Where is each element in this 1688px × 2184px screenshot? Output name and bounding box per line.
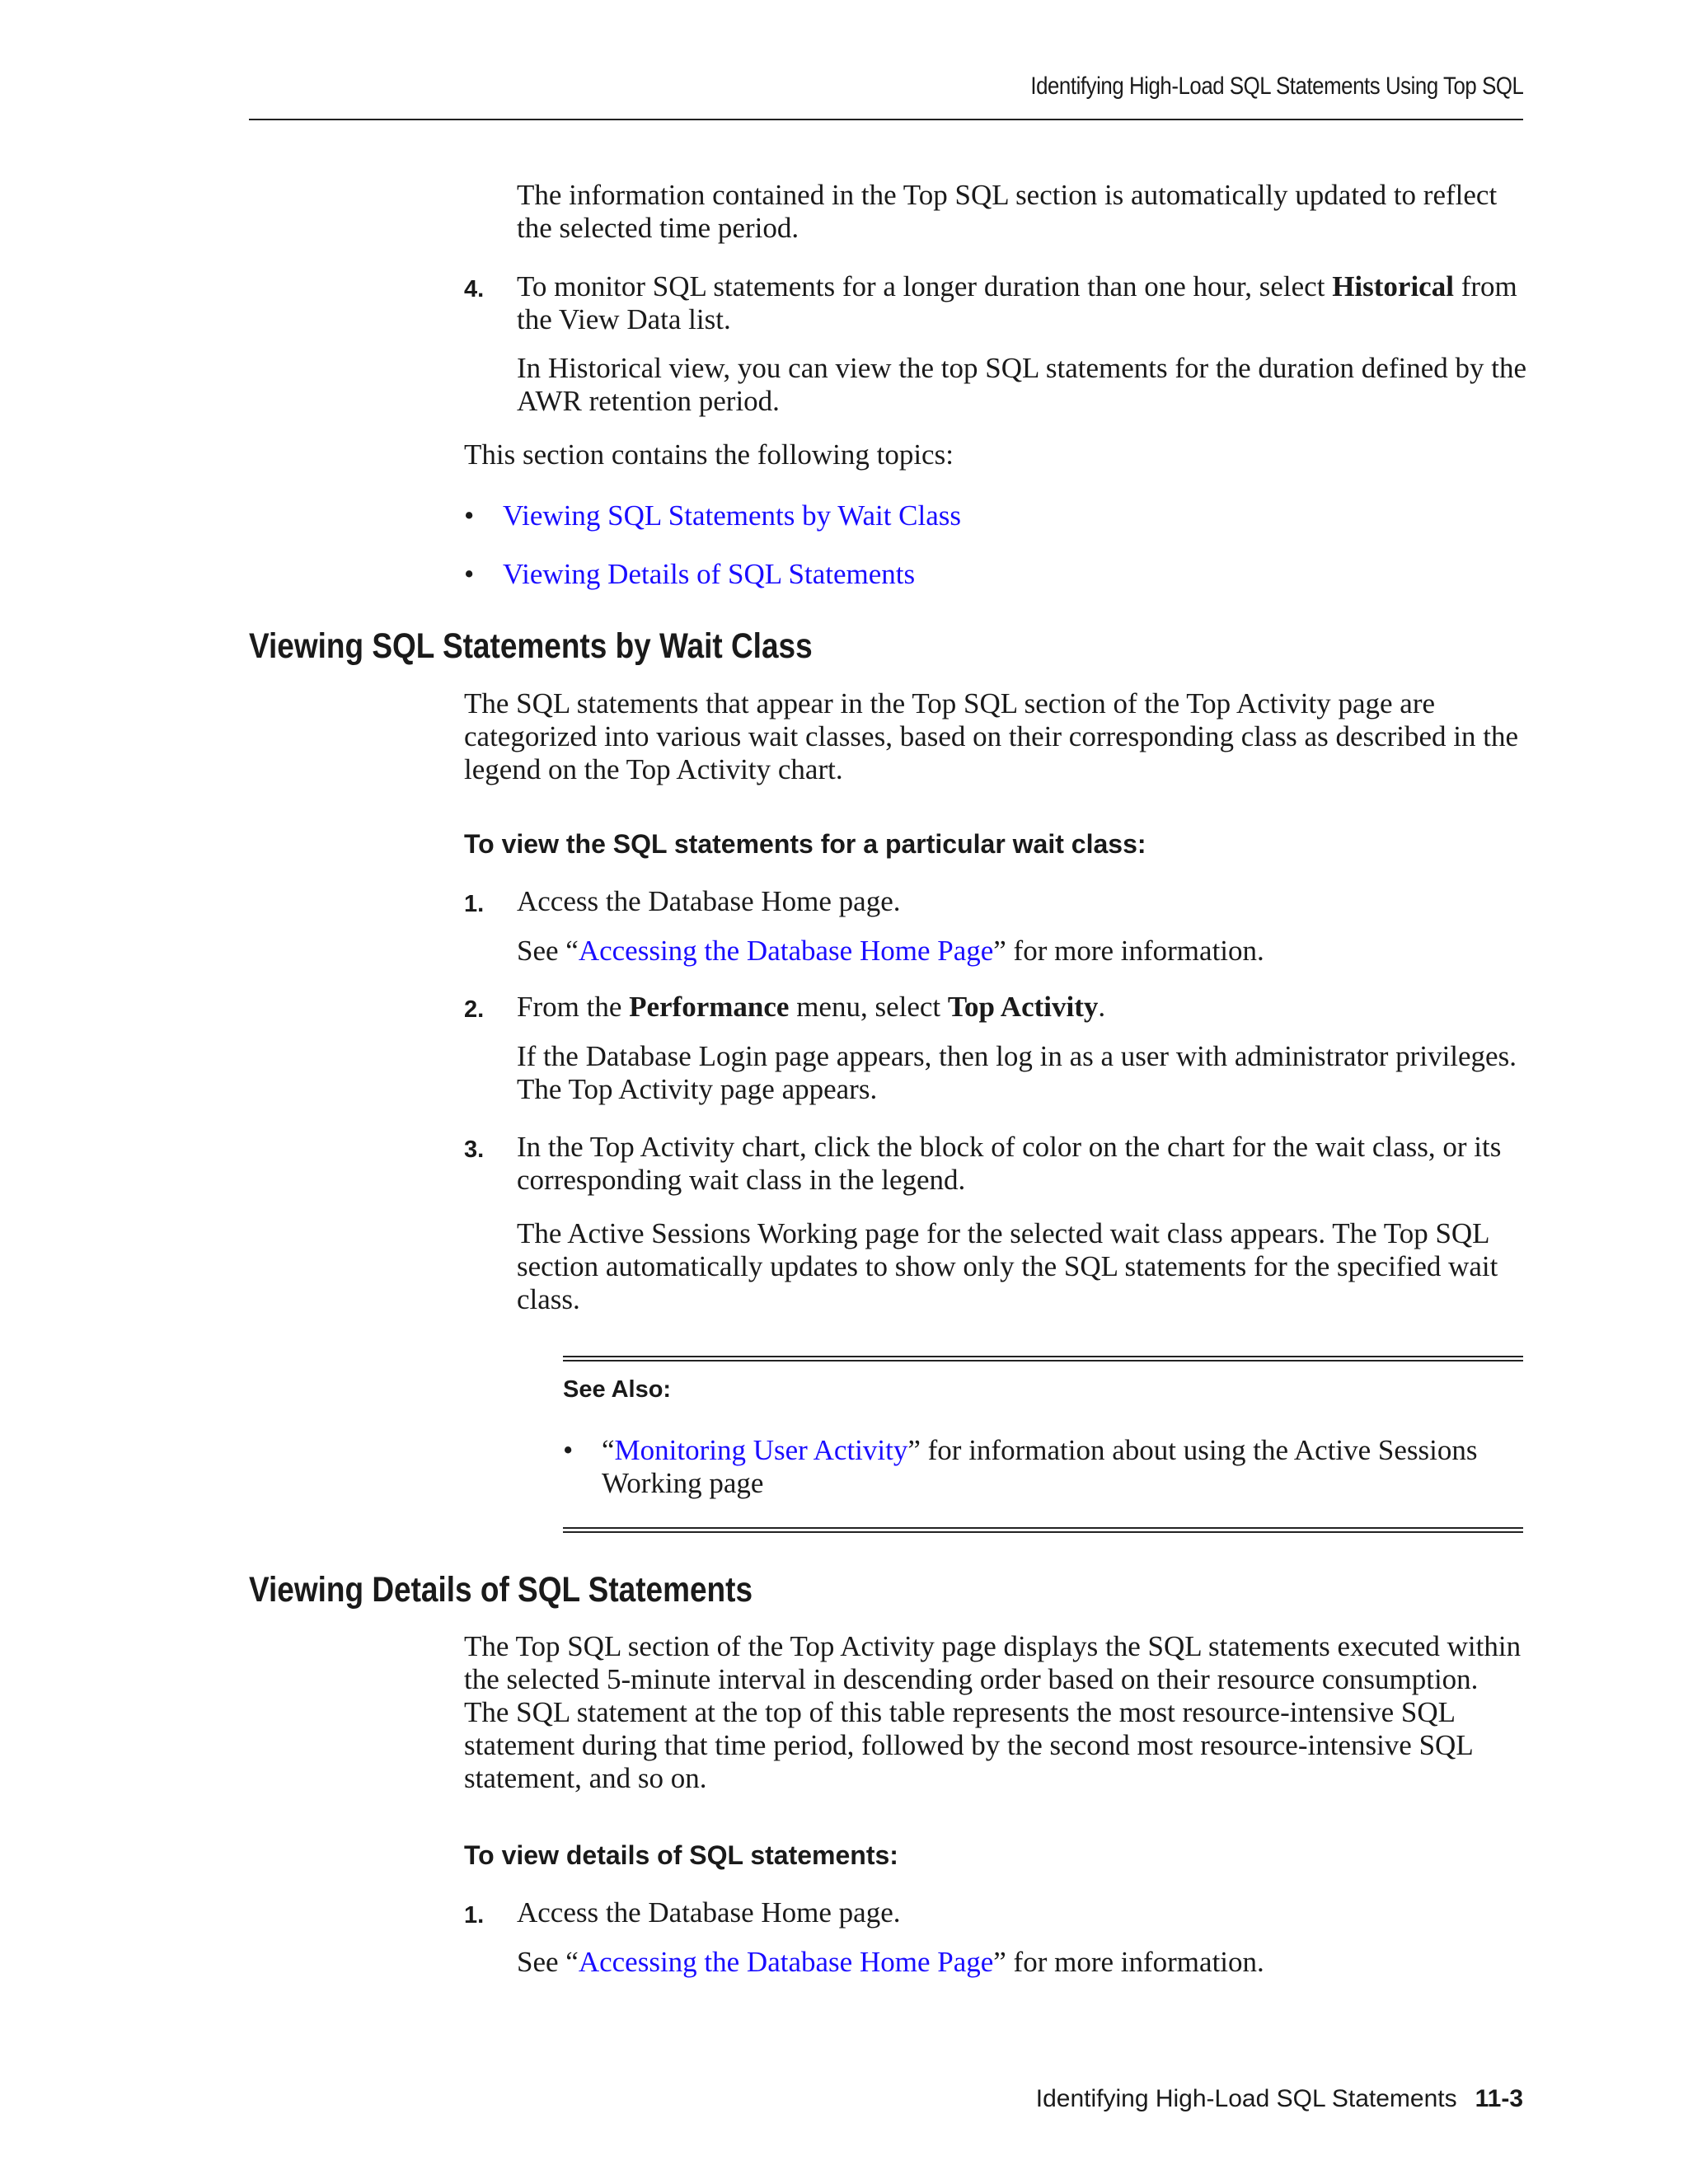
procedure-title: To view details of SQL statements: — [464, 1840, 898, 1870]
topic-link-wait-class[interactable]: Viewing SQL Statements by Wait Class — [503, 499, 962, 532]
see-prefix: See “ — [517, 1946, 579, 1978]
step-2-text-middle: menu, select — [789, 991, 948, 1023]
see-prefix: See “ — [517, 935, 579, 967]
menu-name-performance: Performance — [629, 991, 790, 1023]
running-footer — [1036, 2085, 1523, 2113]
step-2-text-end: . — [1098, 991, 1106, 1023]
step-4-text-start: To monitor SQL statements for a longer duration than one hour, select — [517, 270, 1333, 302]
section2-paragraph: The Top SQL section of the Top Activity page displays the SQL statements executed within the selected 5-minute interval in descending order based on their resource consumption. The SQL statement at the top of this table represents the most resource-intensive SQL statement during that time period, followed by the second most resource-intensive SQL statement, and so on. — [464, 1630, 1522, 1794]
topic-link-details[interactable]: Viewing Details of SQL Statements — [503, 558, 916, 590]
step-number: 3. — [464, 1137, 485, 1163]
s1-step-3-note: The Active Sessions Working page for the selected wait class appears. The Top SQL section automatically updates to show only the SQL statements for the specified wait class. — [517, 1217, 1498, 1315]
s1-step-3-text: In the Top Activity chart, click the block of color on the chart for the wait class, or its corresponding wait class in the legend. — [517, 1131, 1502, 1196]
step-number: 1. — [464, 891, 485, 917]
footer-title: Identifying High-Load SQL Statements — [1035, 2085, 1457, 2112]
section-heading-wait-class: Viewing SQL Statements by Wait Class — [249, 626, 813, 666]
see-also-item — [602, 1434, 1508, 1500]
s2-step-1-see — [517, 1946, 1526, 1979]
menu-item-top-activity: Top Activity — [947, 991, 1099, 1023]
see-suffix: ” for more information. — [993, 935, 1264, 967]
link-accessing-database-home-page[interactable]: Accessing the Database Home Page — [578, 935, 994, 967]
bullet-icon: • — [464, 499, 475, 532]
step-number: 2. — [464, 996, 485, 1023]
s1-step-1-text: Access the Database Home page. — [517, 885, 901, 917]
running-header-title: Identifying High-Load SQL Statements Using Top SQL — [1029, 73, 1523, 100]
step-number: 1. — [464, 1902, 485, 1929]
section1-paragraph: The SQL statements that appear in the Top SQL section of the Top Activity page are categorized into various wait classes, based on their corresponding class as described in the legend on the Top Activity chart. — [464, 687, 1519, 785]
link-monitoring-user-activity[interactable]: Monitoring User Activity — [614, 1434, 908, 1466]
step-4-text-end: from the View Data list. — [517, 270, 1517, 335]
s1-step-2-text — [517, 991, 1526, 1024]
see-also-title: See Also: — [563, 1376, 672, 1403]
step-4-bold-option: Historical — [1332, 270, 1454, 302]
procedure-title: To view the SQL statements for a particular wait class: — [464, 829, 1146, 859]
running-header — [249, 73, 1523, 120]
s1-step-2-note: If the Database Login page appears, then log in as a user with administrator privileges. The Top Activity page appears. — [517, 1040, 1517, 1105]
topics-intro: This section contains the following topics: — [464, 438, 954, 471]
s1-step-1-see — [517, 935, 1526, 968]
see-also-top-rule — [563, 1356, 1523, 1361]
bullet-icon: • — [563, 1434, 574, 1466]
see-also-bottom-rule — [563, 1527, 1523, 1533]
link-accessing-database-home-page[interactable]: Accessing the Database Home Page — [578, 1946, 994, 1978]
see-also-item-text: ” for information about using the Active Sessions Working page — [602, 1434, 1478, 1499]
intro-paragraph: The information contained in the Top SQL section is automatically updated to reflect the selected time period. — [517, 179, 1498, 244]
see-suffix: ” for more information. — [993, 1946, 1264, 1978]
step-2-text-start: From the — [517, 991, 630, 1023]
see-also-open-quote: “ — [602, 1434, 615, 1466]
step-4-note: In Historical view, you can view the top SQL statements for the duration defined by the AWR retention period. — [517, 352, 1526, 417]
s2-step-1-text: Access the Database Home page. — [517, 1896, 901, 1929]
bullet-icon: • — [464, 558, 475, 590]
page-number: 11-3 — [1475, 2085, 1523, 2112]
step-number: 4. — [464, 276, 485, 302]
step-4-text — [517, 270, 1526, 336]
section-heading-details: Viewing Details of SQL Statements — [249, 1570, 753, 1610]
